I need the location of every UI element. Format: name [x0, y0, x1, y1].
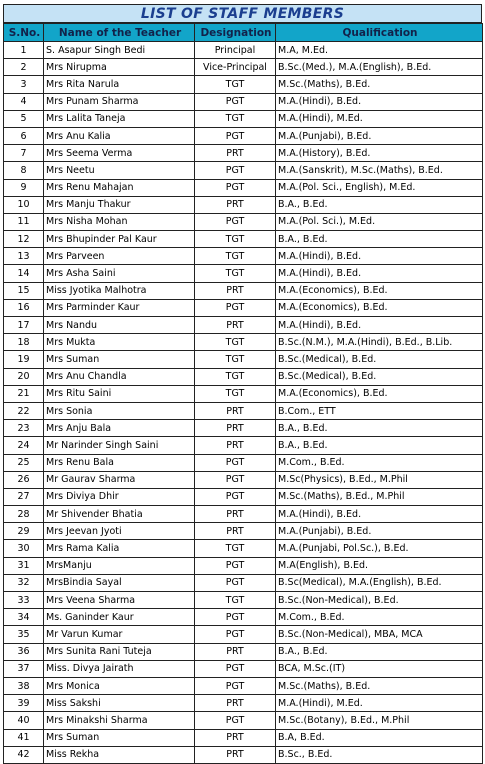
cell-qualification: B.Sc.(Med.), M.A.(English), B.Ed.: [276, 59, 483, 76]
table-body: [4, 42, 483, 764]
cell-qualification: M.Com., B.Ed.: [276, 609, 483, 626]
cell-designation: PRT: [195, 523, 276, 540]
cell-teacher-name: Mrs Neetu: [44, 162, 195, 179]
cell-qualification: B.Sc.(Non-Medical), MBA, MCA: [276, 626, 483, 643]
table-row: [4, 179, 483, 196]
table-row: [4, 643, 483, 660]
cell-designation: TGT: [195, 248, 276, 265]
cell-sno: 37: [4, 660, 44, 677]
cell-qualification: M.A.(Hindi), B.Ed.: [276, 506, 483, 523]
cell-qualification: B.A., B.Ed.: [276, 231, 483, 248]
cell-designation: TGT: [195, 76, 276, 93]
cell-teacher-name: MrsManju: [44, 557, 195, 574]
cell-sno: 23: [4, 420, 44, 437]
cell-qualification: B.Sc.(Medical), B.Ed.: [276, 368, 483, 385]
cell-sno: 13: [4, 248, 44, 265]
cell-designation: PGT: [195, 574, 276, 591]
cell-qualification: M.A.(Hindi), B.Ed.: [276, 248, 483, 265]
cell-qualification: M.A.(Hindi), B.Ed.: [276, 317, 483, 334]
cell-teacher-name: Mrs Minakshi Sharma: [44, 712, 195, 729]
cell-teacher-name: Mrs Veena Sharma: [44, 592, 195, 609]
cell-designation: PRT: [195, 746, 276, 763]
table-row: [4, 437, 483, 454]
cell-sno: 8: [4, 162, 44, 179]
cell-teacher-name: Mrs Manju Thakur: [44, 196, 195, 213]
cell-sno: 22: [4, 402, 44, 419]
cell-sno: 40: [4, 712, 44, 729]
cell-sno: 42: [4, 746, 44, 763]
cell-sno: 14: [4, 265, 44, 282]
cell-designation: PGT: [195, 299, 276, 316]
table-row: [4, 660, 483, 677]
cell-teacher-name: Mrs Parminder Kaur: [44, 299, 195, 316]
cell-qualification: B.Sc(Medical), M.A.(English), B.Ed.: [276, 574, 483, 591]
cell-qualification: M.A.(Punjabi), B.Ed.: [276, 523, 483, 540]
cell-qualification: B.A., B.Ed.: [276, 437, 483, 454]
cell-designation: PRT: [195, 402, 276, 419]
cell-designation: TGT: [195, 110, 276, 127]
table-row: [4, 351, 483, 368]
cell-designation: PGT: [195, 162, 276, 179]
table-row: [4, 127, 483, 144]
table-row: [4, 317, 483, 334]
table-row: [4, 523, 483, 540]
cell-sno: 3: [4, 76, 44, 93]
cell-teacher-name: Mrs Lalita Taneja: [44, 110, 195, 127]
table-row: [4, 248, 483, 265]
table-row: [4, 42, 483, 59]
cell-sno: 39: [4, 695, 44, 712]
cell-sno: 24: [4, 437, 44, 454]
staff-table: [3, 23, 483, 764]
cell-sno: 7: [4, 145, 44, 162]
cell-sno: 25: [4, 454, 44, 471]
cell-qualification: B.Sc.(N.M.), M.A.(Hindi), B.Ed., B.Lib.: [276, 334, 483, 351]
staff-list-sheet: [3, 4, 482, 764]
cell-designation: PGT: [195, 127, 276, 144]
cell-designation: PGT: [195, 213, 276, 230]
cell-designation: PGT: [195, 471, 276, 488]
table-row: [4, 76, 483, 93]
cell-teacher-name: Mr Gaurav Sharma: [44, 471, 195, 488]
table-row: [4, 592, 483, 609]
cell-teacher-name: Mr Shivender Bhatia: [44, 506, 195, 523]
table-row: [4, 59, 483, 76]
cell-qualification: M.Sc.(Maths), B.Ed., M.Phil: [276, 488, 483, 505]
column-header-name: Name of the Teacher: [44, 24, 195, 42]
table-row: [4, 213, 483, 230]
cell-designation: TGT: [195, 368, 276, 385]
cell-qualification: M.Sc.(Maths), B.Ed.: [276, 677, 483, 694]
cell-qualification: B.Sc., B.Ed.: [276, 746, 483, 763]
cell-designation: PGT: [195, 454, 276, 471]
table-row: [4, 626, 483, 643]
table-row: [4, 145, 483, 162]
cell-sno: 16: [4, 299, 44, 316]
cell-designation: PGT: [195, 488, 276, 505]
cell-designation: PRT: [195, 506, 276, 523]
cell-qualification: B.A., B.Ed.: [276, 196, 483, 213]
table-row: [4, 385, 483, 402]
table-row: [4, 299, 483, 316]
cell-designation: PGT: [195, 557, 276, 574]
cell-sno: 41: [4, 729, 44, 746]
table-header: [4, 24, 483, 42]
cell-teacher-name: Mrs Anu Kalia: [44, 127, 195, 144]
cell-sno: 11: [4, 213, 44, 230]
sheet-title: LIST OF STAFF MEMBERS: [3, 4, 482, 23]
cell-qualification: M.Sc(Physics), B.Ed., M.Phil: [276, 471, 483, 488]
cell-qualification: M.A.(Sanskrit), M.Sc.(Maths), B.Ed.: [276, 162, 483, 179]
cell-sno: 18: [4, 334, 44, 351]
cell-designation: PGT: [195, 712, 276, 729]
cell-designation: Principal: [195, 42, 276, 59]
cell-designation: PGT: [195, 609, 276, 626]
cell-sno: 31: [4, 557, 44, 574]
cell-teacher-name: Mrs Rita Narula: [44, 76, 195, 93]
cell-sno: 2: [4, 59, 44, 76]
table-row: [4, 471, 483, 488]
cell-designation: TGT: [195, 231, 276, 248]
table-row: [4, 334, 483, 351]
column-header-designation: Designation: [195, 24, 276, 42]
cell-teacher-name: S. Asapur Singh Bedi: [44, 42, 195, 59]
cell-sno: 32: [4, 574, 44, 591]
cell-qualification: M.A.(Pol. Sci.), M.Ed.: [276, 213, 483, 230]
cell-sno: 35: [4, 626, 44, 643]
cell-sno: 1: [4, 42, 44, 59]
cell-sno: 5: [4, 110, 44, 127]
cell-qualification: B.Sc.(Medical), B.Ed.: [276, 351, 483, 368]
cell-sno: 9: [4, 179, 44, 196]
cell-designation: PRT: [195, 317, 276, 334]
cell-designation: TGT: [195, 592, 276, 609]
cell-qualification: M.A.(Economics), B.Ed.: [276, 299, 483, 316]
cell-designation: PGT: [195, 179, 276, 196]
cell-sno: 30: [4, 540, 44, 557]
cell-qualification: M.A.(Punjabi, Pol.Sc.), B.Ed.: [276, 540, 483, 557]
cell-teacher-name: Mr Varun Kumar: [44, 626, 195, 643]
cell-qualification: M.A.(Hindi), M.Ed.: [276, 110, 483, 127]
cell-designation: PGT: [195, 660, 276, 677]
table-row: [4, 196, 483, 213]
cell-designation: PRT: [195, 437, 276, 454]
cell-teacher-name: Mrs Punam Sharma: [44, 93, 195, 110]
cell-qualification: M.A.(Hindi), B.Ed.: [276, 265, 483, 282]
table-row: [4, 506, 483, 523]
cell-sno: 36: [4, 643, 44, 660]
cell-qualification: B.A, B.Ed.: [276, 729, 483, 746]
cell-teacher-name: Miss Sakshi: [44, 695, 195, 712]
cell-teacher-name: Mr Narinder Singh Saini: [44, 437, 195, 454]
cell-teacher-name: Mrs Ritu Saini: [44, 385, 195, 402]
cell-teacher-name: Mrs Rama Kalia: [44, 540, 195, 557]
cell-qualification: M.A.(History), B.Ed.: [276, 145, 483, 162]
table-row: [4, 609, 483, 626]
cell-teacher-name: Mrs Suman: [44, 351, 195, 368]
cell-sno: 15: [4, 282, 44, 299]
cell-sno: 4: [4, 93, 44, 110]
table-row: [4, 677, 483, 694]
cell-sno: 38: [4, 677, 44, 694]
cell-qualification: M.Com., B.Ed.: [276, 454, 483, 471]
cell-teacher-name: Mrs Anu Chandla: [44, 368, 195, 385]
header-row: [4, 24, 483, 42]
table-row: [4, 265, 483, 282]
cell-teacher-name: Mrs Parveen: [44, 248, 195, 265]
column-header-sno: S.No.: [4, 24, 44, 42]
cell-sno: 33: [4, 592, 44, 609]
cell-sno: 6: [4, 127, 44, 144]
cell-qualification: M.Sc.(Botany), B.Ed., M.Phil: [276, 712, 483, 729]
cell-teacher-name: Mrs Renu Bala: [44, 454, 195, 471]
cell-qualification: B.Com., ETT: [276, 402, 483, 419]
table-row: [4, 557, 483, 574]
cell-designation: TGT: [195, 385, 276, 402]
cell-teacher-name: Miss. Divya Jairath: [44, 660, 195, 677]
cell-qualification: M.A.(Economics), B.Ed.: [276, 385, 483, 402]
cell-designation: Vice-Principal: [195, 59, 276, 76]
cell-teacher-name: Mrs Nirupma: [44, 59, 195, 76]
cell-teacher-name: Mrs Nandu: [44, 317, 195, 334]
cell-sno: 21: [4, 385, 44, 402]
cell-teacher-name: Mrs Bhupinder Pal Kaur: [44, 231, 195, 248]
cell-sno: 19: [4, 351, 44, 368]
cell-teacher-name: Mrs Mukta: [44, 334, 195, 351]
table-row: [4, 729, 483, 746]
table-row: [4, 368, 483, 385]
cell-teacher-name: Miss Rekha: [44, 746, 195, 763]
table-row: [4, 574, 483, 591]
cell-qualification: M.A.(Hindi), B.Ed.: [276, 93, 483, 110]
cell-teacher-name: Mrs Asha Saini: [44, 265, 195, 282]
cell-sno: 28: [4, 506, 44, 523]
cell-qualification: B.A., B.Ed.: [276, 643, 483, 660]
cell-sno: 12: [4, 231, 44, 248]
cell-teacher-name: Mrs Sonia: [44, 402, 195, 419]
table-row: [4, 402, 483, 419]
cell-sno: 10: [4, 196, 44, 213]
table-row: [4, 162, 483, 179]
cell-designation: PRT: [195, 643, 276, 660]
cell-designation: PGT: [195, 93, 276, 110]
cell-designation: PGT: [195, 677, 276, 694]
cell-sno: 27: [4, 488, 44, 505]
table-row: [4, 454, 483, 471]
table-row: [4, 695, 483, 712]
cell-qualification: BCA, M.Sc.(IT): [276, 660, 483, 677]
cell-designation: PRT: [195, 282, 276, 299]
cell-teacher-name: Mrs Diviya Dhir: [44, 488, 195, 505]
cell-designation: PRT: [195, 145, 276, 162]
cell-teacher-name: Miss Jyotika Malhotra: [44, 282, 195, 299]
cell-designation: PRT: [195, 729, 276, 746]
cell-qualification: B.Sc.(Non-Medical), B.Ed.: [276, 592, 483, 609]
cell-qualification: M.Sc.(Maths), B.Ed.: [276, 76, 483, 93]
cell-designation: TGT: [195, 334, 276, 351]
cell-teacher-name: Mrs Monica: [44, 677, 195, 694]
cell-qualification: M.A.(Economics), B.Ed.: [276, 282, 483, 299]
cell-designation: PGT: [195, 626, 276, 643]
cell-teacher-name: Mrs Jeevan Jyoti: [44, 523, 195, 540]
cell-qualification: M.A.(Pol. Sci., English), M.Ed.: [276, 179, 483, 196]
cell-designation: PRT: [195, 420, 276, 437]
cell-sno: 17: [4, 317, 44, 334]
cell-teacher-name: Ms. Ganinder Kaur: [44, 609, 195, 626]
cell-sno: 29: [4, 523, 44, 540]
cell-teacher-name: Mrs Renu Mahajan: [44, 179, 195, 196]
table-row: [4, 712, 483, 729]
cell-qualification: B.A., B.Ed.: [276, 420, 483, 437]
table-row: [4, 110, 483, 127]
cell-teacher-name: Mrs Anju Bala: [44, 420, 195, 437]
cell-designation: TGT: [195, 351, 276, 368]
cell-teacher-name: Mrs Seema Verma: [44, 145, 195, 162]
table-row: [4, 488, 483, 505]
table-row: [4, 93, 483, 110]
table-row: [4, 746, 483, 763]
cell-sno: 26: [4, 471, 44, 488]
cell-qualification: M.A.(Punjabi), B.Ed.: [276, 127, 483, 144]
cell-teacher-name: MrsBindia Sayal: [44, 574, 195, 591]
column-header-qualification: Qualification: [276, 24, 483, 42]
cell-designation: TGT: [195, 540, 276, 557]
cell-qualification: M.A.(Hindi), M.Ed.: [276, 695, 483, 712]
table-row: [4, 420, 483, 437]
cell-teacher-name: Mrs Suman: [44, 729, 195, 746]
cell-designation: PRT: [195, 196, 276, 213]
table-row: [4, 231, 483, 248]
cell-teacher-name: Mrs Sunita Rani Tuteja: [44, 643, 195, 660]
cell-designation: PRT: [195, 695, 276, 712]
cell-qualification: M.A(English), B.Ed.: [276, 557, 483, 574]
cell-designation: TGT: [195, 265, 276, 282]
table-row: [4, 282, 483, 299]
cell-sno: 20: [4, 368, 44, 385]
cell-teacher-name: Mrs Nisha Mohan: [44, 213, 195, 230]
cell-qualification: M.A, M.Ed.: [276, 42, 483, 59]
cell-sno: 34: [4, 609, 44, 626]
table-row: [4, 540, 483, 557]
